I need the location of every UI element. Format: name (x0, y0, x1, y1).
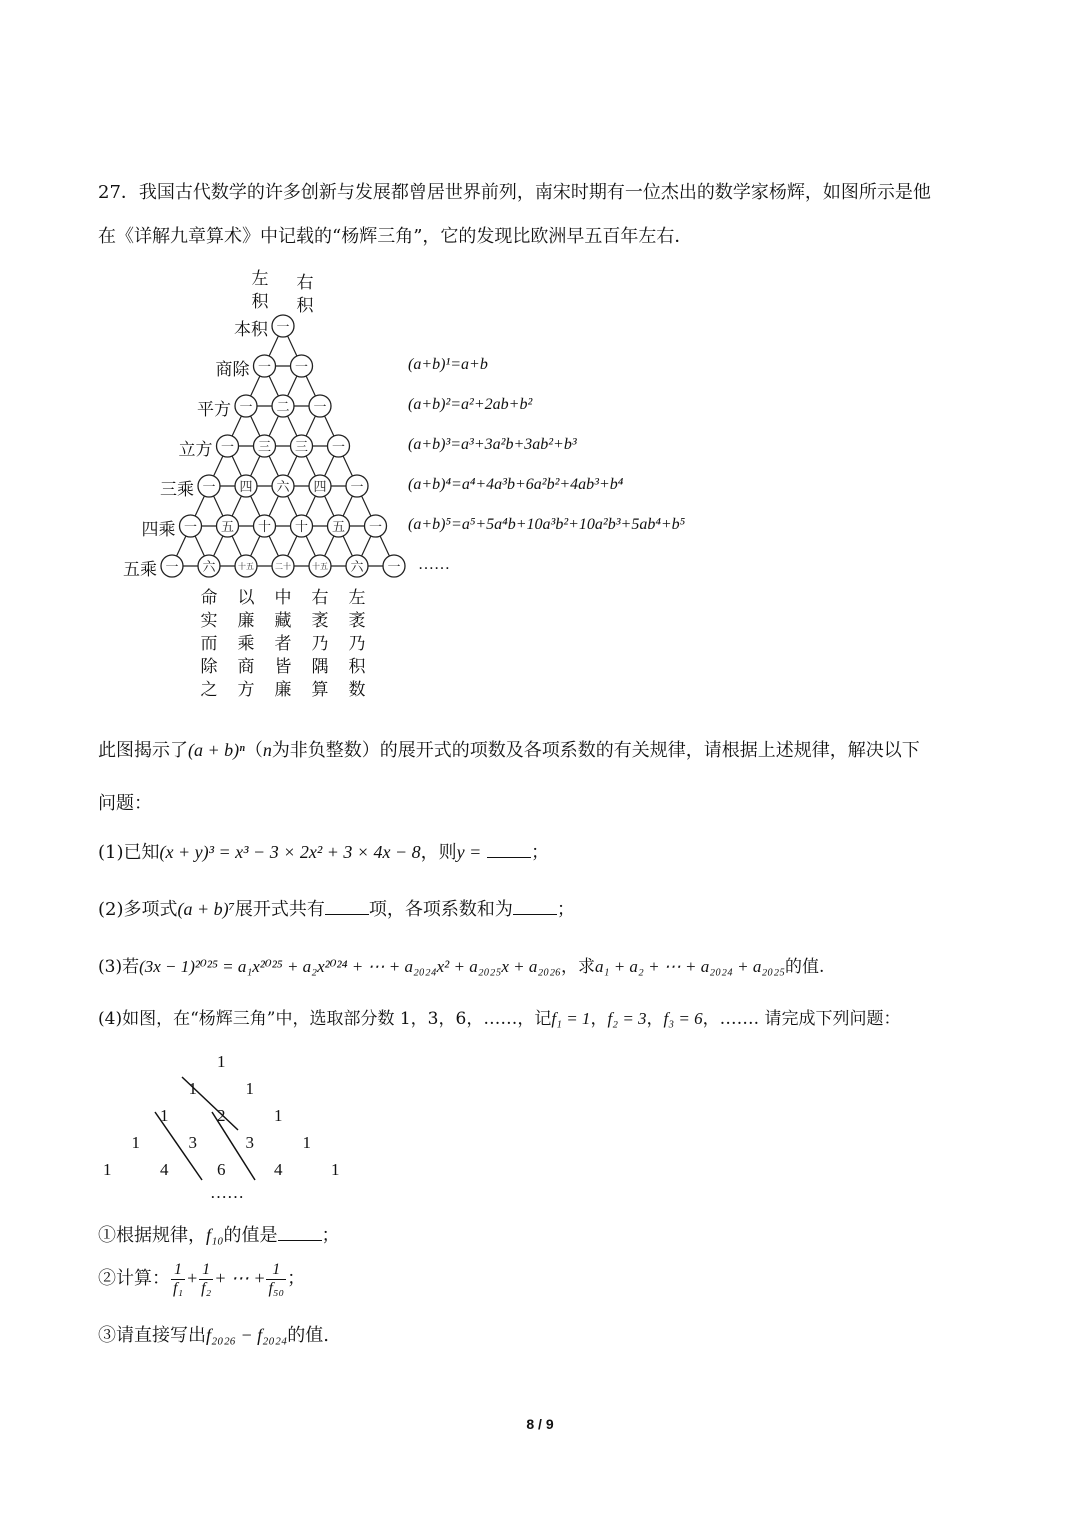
fraction-1-denominator: f₁ (173, 1279, 184, 1297)
triangle-node-value: 三 (294, 440, 309, 455)
pascal-number: 6 (217, 1160, 226, 1179)
vertical-text-column: 命 实 而 除 之 (200, 588, 218, 700)
triangle-node-value: 二十 (275, 562, 291, 571)
small-pascal-triangle (90, 1042, 370, 1207)
triangle-node-value: 四 (313, 480, 327, 495)
triangle-node-value: 一 (239, 400, 253, 415)
intro-n-variable: n (262, 740, 272, 760)
binomial-expansion-formula: (a+b)³=a³+3a²b+3ab²+b³ (408, 436, 577, 453)
pascal-number: 1 (331, 1160, 340, 1179)
pascal-number: 3 (188, 1133, 197, 1152)
q4-f2: f₂ = 3 (607, 1009, 647, 1028)
row-label: 本积 (234, 320, 268, 340)
triangle-node-value: 二 (276, 400, 290, 415)
intro-expression: (a + b)ⁿ (188, 740, 245, 760)
ellipsis-plus: + ⋯ + (214, 1268, 266, 1288)
fraction-1 (171, 1261, 185, 1298)
q3-suffix: 的值. (785, 957, 825, 977)
q3-expression: (3x − 1)²⁰²⁵ = a₁x²⁰²⁵ + a₂x²⁰²⁴ + ⋯ + a₂₀₂₄x² + a₂₀₂₅x + a₂₀₂₆ (139, 957, 562, 976)
q3-expression-2: a₁ + a₂ + ⋯ + a₂₀₂₄ + a₂₀₂₅ (595, 957, 786, 976)
binomial-expansion-formula: (a+b)⁵=a⁵+5a⁴b+10a³b²+10a²b³+5ab⁴+b⁵ (408, 516, 686, 533)
intro-paren: （ (244, 740, 263, 761)
triangle-node-value: 一 (257, 360, 272, 375)
triangle-node-value: 一 (220, 440, 235, 455)
q2-prefix: (2)多项式 (98, 899, 178, 920)
q4-f3: f₃ = 6 (663, 1009, 703, 1028)
q2-mid1: 展开式共有 (234, 899, 325, 920)
pascal-number: 1 (245, 1079, 254, 1098)
row-label: 三乘 (160, 480, 194, 500)
triangle-node-value: 十五 (312, 562, 328, 571)
question-line-1: 27．我国古代数学的许多创新与发展都曾居世界前列，南宋时期有一位杰出的数学家杨辉，如图所示是他 (98, 182, 931, 203)
triangle-node-value: 五 (220, 520, 235, 535)
triangle-node-value: 六 (276, 480, 290, 495)
row-label: 平方 (197, 400, 231, 420)
triangle-node-value: 十五 (238, 562, 254, 571)
triangle-node-value: 一 (294, 360, 309, 375)
question-line-2: 在《详解九章算术》中记载的“杨辉三角”，它的发现比欧洲早五百年左右． (98, 226, 693, 247)
sub3-prefix: ③请直接写出 (98, 1325, 206, 1346)
triangle-node-value: 五 (331, 520, 346, 535)
pascal-number: 4 (274, 1160, 283, 1179)
triangle-node-value: 一 (183, 520, 198, 535)
triangle-node-value: 一 (331, 440, 346, 455)
sub1-prefix: ①根据规律， (98, 1225, 206, 1246)
q2-suffix: ； (556, 899, 575, 920)
sub2-prefix: ②计算： (98, 1268, 170, 1289)
binomial-expansion-formula: (a+b)⁴=a⁴+4a³b+6a²b²+4ab³+b⁴ (408, 476, 624, 493)
page-number: 8 / 9 (526, 1416, 554, 1432)
triangle-node-value: 四 (239, 480, 253, 495)
triangle-node-value: 一 (276, 320, 290, 335)
yanghui-triangle-diagram (100, 262, 760, 712)
q1-variable: y = (456, 842, 482, 862)
row-label: 立方 (178, 440, 213, 460)
q2-expression: (a + b)⁷ (177, 899, 235, 919)
row-label: 五乘 (123, 560, 157, 580)
fraction-3-denominator: f₅₀ (268, 1279, 285, 1297)
pascal-number: 1 (274, 1106, 283, 1125)
intro-line-2: 问题： (98, 793, 152, 814)
sub-question-1 (98, 1222, 340, 1249)
q4-prefix: (4)如图，在“杨辉三角”中，选取部分数 1，3，6，……，记 (98, 1009, 552, 1029)
vertical-text-column: 右 袤 乃 隅 算 (311, 588, 329, 700)
sub2-suffix: ； (287, 1268, 306, 1289)
q4-sep1: ， (590, 1009, 608, 1029)
row-label: 四乘 (141, 520, 176, 540)
pascal-number: 1 (103, 1160, 112, 1179)
q1-mid: ，则 (420, 842, 457, 863)
triangle-node-value: 一 (313, 400, 327, 415)
sub3-expression: f₂₀₂₆ − f₂₀₂₄ (206, 1325, 288, 1345)
left-product-label: 左积 (251, 269, 269, 312)
question-1 (98, 839, 549, 866)
pascal-number: 2 (217, 1106, 226, 1125)
fraction-2-denominator: f₂ (201, 1279, 212, 1297)
triangle-node-value: 一 (165, 560, 179, 575)
triangle-node-value: 六 (350, 560, 364, 575)
q1-suffix: ； (531, 842, 550, 863)
fraction-2 (199, 1261, 213, 1298)
pascal-number: 3 (245, 1133, 254, 1152)
sub1-answer-blank[interactable] (278, 1222, 322, 1241)
vertical-text-column: 中 藏 者 皆 廉 (274, 588, 292, 700)
triangle-node-value: 一 (202, 480, 216, 495)
q3-mid: ，求 (561, 957, 596, 977)
q3-prefix: (3)若 (98, 957, 140, 977)
q4-suffix: ，……. 请完成下列问题： (702, 1009, 901, 1029)
pascal-number: 1 (302, 1133, 311, 1152)
right-product-label: 右积 (296, 273, 314, 316)
q1-expression: (x + y)³ = x³ − 3 × 2x² + 3 × 4x − 8 (159, 842, 421, 862)
plus-sign: + (186, 1268, 199, 1288)
triangle-node-value: 十 (294, 520, 309, 535)
sub3-suffix: 的值. (287, 1325, 329, 1346)
sub1-variable: f₁₀ (206, 1225, 224, 1245)
sub1-suffix: 的值是 (223, 1225, 278, 1246)
formulas-ellipsis: …… (418, 556, 450, 573)
triangle-node-value: 三 (257, 440, 272, 455)
q2-mid2: 项，各项系数和为 (368, 899, 513, 920)
fraction-1-numerator: 1 (171, 1261, 185, 1280)
q2-terms-blank[interactable] (325, 896, 369, 915)
vertical-text-column: 以 廉 乘 商 方 (237, 588, 255, 700)
binomial-expansion-formula: (a+b)¹=a+b (408, 356, 488, 373)
fraction-2-numerator: 1 (199, 1261, 213, 1280)
q1-answer-blank[interactable] (487, 839, 531, 858)
triangle-node-value: 一 (387, 560, 401, 575)
pascal-number: 1 (188, 1079, 197, 1098)
pascal-ellipsis: …… (210, 1183, 244, 1202)
pascal-number: 1 (160, 1106, 169, 1125)
intro-before: 此图揭示了 (98, 740, 188, 761)
pascal-number: 4 (160, 1160, 169, 1179)
pascal-number: 1 (131, 1133, 140, 1152)
q4-f1: f₁ = 1 (551, 1009, 591, 1028)
question-4 (98, 1006, 900, 1032)
question-3 (98, 954, 824, 980)
sub-question-2 (98, 1258, 305, 1299)
pascal-number: 1 (217, 1052, 226, 1071)
q1-prefix: (1)已知 (98, 842, 160, 863)
binomial-expansion-formula: (a+b)²=a²+2ab+b² (408, 396, 533, 413)
q4-sep2: ， (646, 1009, 664, 1029)
fraction-3-numerator: 1 (266, 1261, 286, 1280)
row-label: 商除 (215, 360, 250, 380)
sub-question-3 (98, 1322, 329, 1349)
triangle-node-value: 一 (350, 480, 364, 495)
q2-sum-blank[interactable] (513, 896, 557, 915)
fraction-3 (266, 1261, 286, 1298)
triangle-node-value: 十 (257, 520, 272, 535)
intro-line-1 (98, 737, 920, 764)
triangle-node-value: 一 (368, 520, 383, 535)
intro-after: 为非负整数）的展开式的项数及各项系数的有关规律，请根据上述规律，解决以下 (271, 740, 920, 761)
vertical-text-column: 左 袤 乃 积 数 (348, 588, 366, 700)
sub1-end: ； (321, 1225, 340, 1246)
triangle-node-value: 六 (202, 560, 216, 575)
question-2 (98, 896, 575, 923)
